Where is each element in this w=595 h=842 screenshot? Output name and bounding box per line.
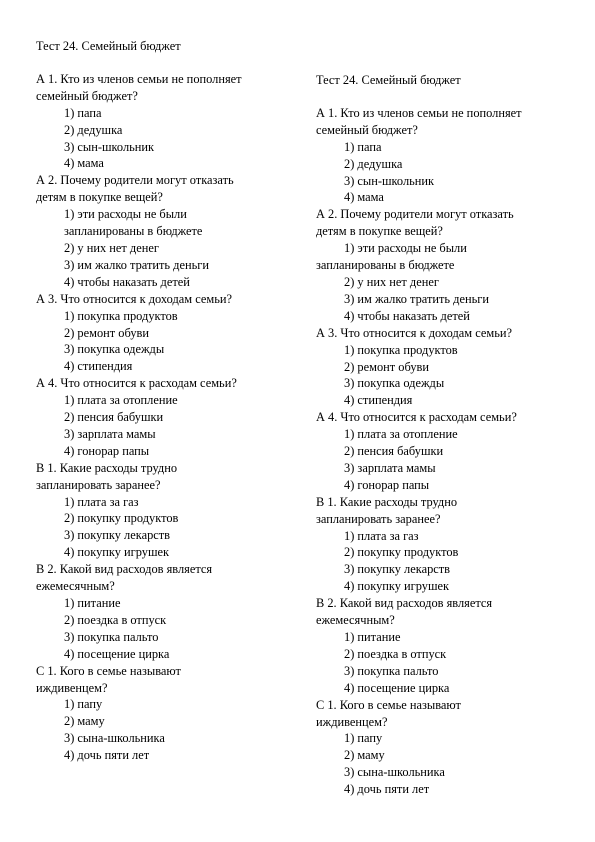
- answer-option: 2) дедушка: [344, 156, 403, 171]
- question-block: [36, 71, 306, 172]
- answer-option: 2) маму: [344, 748, 385, 763]
- question-block: [36, 561, 306, 662]
- answer-option: 4) покупку игрушек: [344, 579, 450, 594]
- question-block: [36, 291, 306, 376]
- answer-option: 1) папа: [344, 139, 382, 154]
- question-text: С 1. Кого в семье называют: [316, 697, 461, 712]
- question-text: детям в покупке вещей?: [36, 190, 163, 205]
- question-text: запланированы в бюджете: [316, 258, 455, 273]
- question-block: [36, 375, 306, 460]
- answer-option: 1) папа: [64, 105, 102, 120]
- question-block: [316, 257, 586, 325]
- test-title: Тест 24. Семейный бюджет: [36, 39, 181, 53]
- question-block: [316, 494, 586, 595]
- question-text: А 3. Что относится к доходам семьи?: [36, 291, 232, 306]
- answer-option: запланированы в бюджете: [64, 224, 203, 239]
- question-text: В 1. Какие расходы трудно: [36, 460, 178, 475]
- question-text: запланировать заранее?: [36, 477, 161, 492]
- answer-option: 2) маму: [64, 714, 105, 729]
- answer-option: 1) папу: [344, 731, 383, 746]
- right-column: [316, 72, 586, 798]
- answer-option: 1) покупка продуктов: [344, 342, 458, 357]
- question-text: иждивенцем?: [316, 714, 388, 729]
- answer-option: 4) чтобы наказать детей: [64, 274, 190, 289]
- answer-option: 2) покупку продуктов: [344, 545, 459, 560]
- test-title: Тест 24. Семейный бюджет: [316, 73, 461, 87]
- question-list: [36, 71, 306, 764]
- answer-option: 3) им жалко тратить деньги: [64, 257, 209, 272]
- answer-option: 4) покупку игрушек: [64, 545, 170, 560]
- answer-option: 4) чтобы наказать детей: [344, 308, 470, 323]
- answer-option: 1) покупка продуктов: [64, 308, 178, 323]
- question-text: А 4. Что относится к расходам семьи?: [316, 410, 517, 425]
- answer-option: 4) гонорар папы: [344, 477, 430, 492]
- answer-option: 3) сына-школьника: [64, 731, 165, 746]
- answer-option: 1) плата за газ: [344, 528, 419, 543]
- answer-option: 4) мама: [344, 190, 384, 205]
- question-text: детям в покупке вещей?: [316, 224, 443, 239]
- question-text: А 1. Кто из членов семьи не пополняет: [36, 71, 242, 86]
- answer-option: 2) у них нет денег: [344, 274, 439, 289]
- answer-option: 4) посещение цирка: [64, 646, 170, 661]
- answer-option: 2) дедушка: [64, 122, 123, 137]
- question-text: иждивенцем?: [36, 680, 108, 695]
- answer-option: 3) зарплата мамы: [344, 460, 436, 475]
- question-block: [36, 460, 306, 561]
- answer-option: 1) эти расходы не были: [344, 241, 467, 256]
- question-block: [316, 325, 586, 410]
- answer-option: 3) покупка одежды: [344, 376, 445, 391]
- question-block: [316, 206, 586, 257]
- answer-option: 2) у них нет денег: [64, 240, 159, 255]
- question-block: [316, 595, 586, 696]
- answer-option: 3) покупка пальто: [64, 629, 159, 644]
- left-column: [36, 38, 306, 764]
- answer-option: 3) покупка пальто: [344, 663, 439, 678]
- question-text: семейный бюджет?: [316, 122, 418, 137]
- answer-option: 4) стипендия: [344, 393, 413, 408]
- question-text: ежемесячным?: [316, 613, 395, 628]
- answer-option: 2) пенсия бабушки: [64, 410, 164, 425]
- question-text: В 2. Какой вид расходов является: [316, 596, 493, 611]
- answer-option: 2) ремонт обуви: [344, 359, 429, 374]
- question-text: А 1. Кто из членов семьи не пополняет: [316, 105, 522, 120]
- question-block: [36, 172, 306, 290]
- answer-option: 2) ремонт обуви: [64, 325, 149, 340]
- question-list: [316, 105, 586, 798]
- answer-option: 4) посещение цирка: [344, 680, 450, 695]
- answer-option: 4) дочь пяти лет: [64, 748, 150, 763]
- answer-option: 4) мама: [64, 156, 104, 171]
- question-text: запланировать заранее?: [316, 511, 441, 526]
- answer-option: 2) поездка в отпуск: [64, 612, 167, 627]
- answer-option: 1) папу: [64, 697, 103, 712]
- question-text: ежемесячным?: [36, 579, 115, 594]
- question-text: С 1. Кого в семье называют: [36, 663, 181, 678]
- answer-option: 3) сын-школьник: [64, 139, 155, 154]
- answer-option: 3) сына-школьника: [344, 765, 445, 780]
- answer-option: 3) сын-школьник: [344, 173, 435, 188]
- answer-option: 2) покупку продуктов: [64, 511, 179, 526]
- answer-option: 1) плата за отопление: [344, 427, 458, 442]
- answer-option: 1) питание: [64, 596, 121, 610]
- answer-option: 3) им жалко тратить деньги: [344, 291, 489, 306]
- answer-option: 2) пенсия бабушки: [344, 444, 444, 459]
- question-text: А 2. Почему родители могут отказать: [316, 207, 514, 222]
- answer-option: 1) питание: [344, 630, 401, 644]
- question-text: А 2. Почему родители могут отказать: [36, 173, 234, 188]
- answer-option: 3) зарплата мамы: [64, 426, 156, 441]
- question-block: [316, 697, 586, 798]
- answer-option: 1) плата за газ: [64, 494, 139, 509]
- answer-option: 3) покупку лекарств: [64, 528, 171, 543]
- answer-option: 1) плата за отопление: [64, 393, 178, 408]
- question-text: семейный бюджет?: [36, 88, 138, 103]
- question-text: А 4. Что относится к расходам семьи?: [36, 376, 237, 391]
- answer-option: 2) поездка в отпуск: [344, 646, 447, 661]
- answer-option: 4) гонорар папы: [64, 443, 150, 458]
- question-block: [316, 105, 586, 206]
- question-text: В 2. Какой вид расходов является: [36, 562, 213, 577]
- answer-option: 1) эти расходы не были: [64, 207, 187, 222]
- answer-option: 3) покупка одежды: [64, 342, 165, 357]
- question-text: А 3. Что относится к доходам семьи?: [316, 325, 512, 340]
- question-text: В 1. Какие расходы трудно: [316, 494, 458, 509]
- question-block: [316, 409, 586, 494]
- question-block: [36, 663, 306, 764]
- answer-option: 4) стипендия: [64, 359, 133, 374]
- answer-option: 4) дочь пяти лет: [344, 782, 430, 797]
- answer-option: 3) покупку лекарств: [344, 562, 451, 577]
